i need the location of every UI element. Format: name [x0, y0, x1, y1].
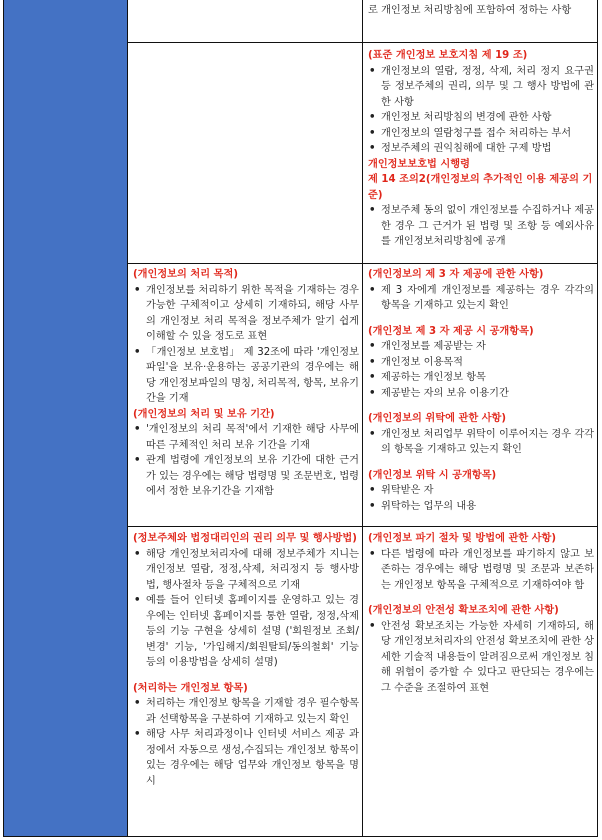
bullet-list — [133, 547, 359, 671]
list-item: • 다른 법령에 따라 개인정보를 파기하지 않고 보존하는 경우에는 해당 법령명 및 조문과 보존하는 개인정보 항목을 구체적으로 기재하여야 함 — [368, 547, 594, 594]
section-heading: (개인정보 제 3 자 제공 시 공개항목) — [368, 325, 534, 337]
list-item: • 예를 들어 인터넷 홈페이지를 운영하고 있는 경우에는 인터넷 홈페이지를 통한 열람, 정정,삭제 등의 기능 구현을 상세히 설명 ('회원정보 조회/변경' 기능, '가입해지/회원탈퇴/동의철회' 기능 등의 이용방법을 상세히 설명) — [133, 593, 359, 671]
cell-top-right — [368, 3, 594, 19]
table-divider-sidebar — [127, 0, 128, 837]
cell-row3-left — [133, 267, 359, 500]
section-heading: (개인정보의 제 3 자 제공에 관한 사항) — [368, 269, 544, 280]
list-item: • 제공하는 개인정보 항목 — [368, 370, 594, 386]
list-item: • 개인정보 이용목적 — [368, 355, 594, 371]
bullet-list — [368, 339, 594, 401]
section-heading: (표준 개인정보 보호지침 제 19 조) — [368, 50, 528, 61]
section-heading: (처리하는 개인정보 항목) — [133, 682, 248, 694]
list-item: • 개인정보의 열람, 정정, 삭제, 처리 정지 요구권 등 정보주체의 권리, 의무 및 그 행사 방법에 관한 사항 — [368, 64, 594, 111]
list-item: • 위탁받은 자 — [368, 483, 594, 499]
section-heading: 개인정보보호법 시행령 — [368, 158, 470, 170]
table-divider-middle — [362, 0, 363, 837]
continued-text: 로 개인정보 처리방침에 포함하여 정하는 사항 — [368, 5, 572, 16]
bullet-list — [368, 203, 594, 250]
list-item: • 정보주체 동의 없이 개인정보를 수집하거나 제공한 경우 그 근거가 된 법령 및 조항 등 예외사유를 개인정보처리방침에 공개 — [368, 203, 594, 250]
list-item: • 관계 법령에 개인정보의 보유 기간에 대한 근거가 있는 경우에는 해당 법령명 및 조문번호, 법령에서 정한 보유기간을 기재함 — [133, 453, 359, 500]
list-item: • 개인정보를 제공받는 자 — [368, 339, 594, 355]
section-heading: (개인정보의 위탁에 관한 사항) — [368, 413, 507, 424]
list-item: • 해당 개인정보처리자에 대해 정보주체가 지니는 개인정보 열람, 정정,삭제, 처리정지 등 행사방법, 행사절차 등을 구체적으로 기재 — [133, 547, 359, 594]
list-item: • 개인정보 처리업무 위탁이 이루어지는 경우 각각의 항목을 기재하고 있는지 확인 — [368, 427, 594, 458]
bullet-list — [368, 64, 594, 157]
table-row-divider-1 — [127, 42, 598, 43]
cell-row4-right — [368, 531, 594, 696]
cell-row2-right — [368, 48, 594, 250]
bullet-list — [133, 696, 359, 789]
bullet-list — [368, 547, 594, 594]
table-border-bottom — [3, 836, 598, 837]
cell-row4-left — [133, 531, 359, 789]
section-heading: (개인정보 위탁 시 공개항목) — [368, 469, 497, 481]
section-heading: (개인정보의 처리 목적) — [133, 269, 238, 280]
list-item: • 안전성 확보조치는 가능한 자세히 기재하되, 해당 개인정보처리자의 안전성 확보조치에 관한 상세한 기술적 내용들이 알려짐으로써 개인정보 침해 위험이 증가할 수 있다고 판단되는 경우에는 그 수준을 조절하여 표현 — [368, 619, 594, 697]
table-row-divider-2 — [127, 263, 598, 264]
list-item: • 개인정보의 열람청구를 접수 처리하는 부서 — [368, 126, 594, 142]
table-border-left — [3, 0, 4, 837]
list-item: • 처리하는 개인정보 항목을 기재할 경우 필수항목과 선택항목을 구분하여 기재하고 있는지 확인 — [133, 696, 359, 727]
list-item: • 정보주체의 권익침해에 대한 구제 방법 — [368, 141, 594, 157]
bullet-list — [368, 283, 594, 314]
table-border-right — [597, 0, 598, 837]
cell-row3-right — [368, 267, 594, 514]
table-row-divider-3 — [127, 526, 598, 527]
section-heading: (정보주체와 법정대리인의 권리 의무 및 행사방법) — [133, 533, 357, 544]
sidebar-band — [3, 0, 127, 836]
section-heading: 제 14 조의2(개인정보의 추가적인 이용 제공의 기준) — [368, 174, 593, 201]
list-item: • 「개인정보 보호법」 제 32조에 따라 '개인정보파일'을 보유·운용하는 공공기관의 경우에는 해당 개인정보파일의 명칭, 처리목적, 항목, 보유기간을 기재 — [133, 345, 359, 407]
section-heading: (개인정보의 안전성 확보조치에 관한 사항) — [368, 605, 559, 616]
bullet-list — [133, 283, 359, 407]
bullet-list — [368, 427, 594, 458]
list-item: • '개인정보의 처리 목적'에서 기재한 해당 사무에 따른 구체적인 처리 보유 기간을 기재 — [133, 422, 359, 453]
list-item: • 해당 사무 처리과정이나 인터넷 서비스 제공 과정에서 자동으로 생성,수집되는 개인정보 항목이 있는 경우에는 해당 업무와 개인정보 항목을 명시 — [133, 727, 359, 789]
bullet-list — [368, 483, 594, 514]
list-item: • 위탁하는 업무의 내용 — [368, 499, 594, 515]
section-heading: (개인정보의 처리 및 보유 기간) — [133, 408, 275, 420]
list-item: • 개인정보를 처리하기 위한 목적을 기재하는 경우 가능한 구체적이고 상세히 기재하되, 해당 사무의 개인정보 처리 목적을 정보주체가 알기 쉽게 이해할 수 있을 정도로 표현 — [133, 283, 359, 345]
list-item: • 개인정보 처리방침의 변경에 관한 사항 — [368, 110, 594, 126]
list-item: • 제 3 자에게 개인정보를 제공하는 경우 각각의 항목을 기재하고 있는지 확인 — [368, 283, 594, 314]
list-item: • 제공받는 자의 보유 이용기간 — [368, 386, 594, 402]
bullet-list — [368, 619, 594, 697]
bullet-list — [133, 422, 359, 500]
section-heading: (개인정보 파기 절차 및 방법에 관한 사항) — [368, 533, 557, 544]
